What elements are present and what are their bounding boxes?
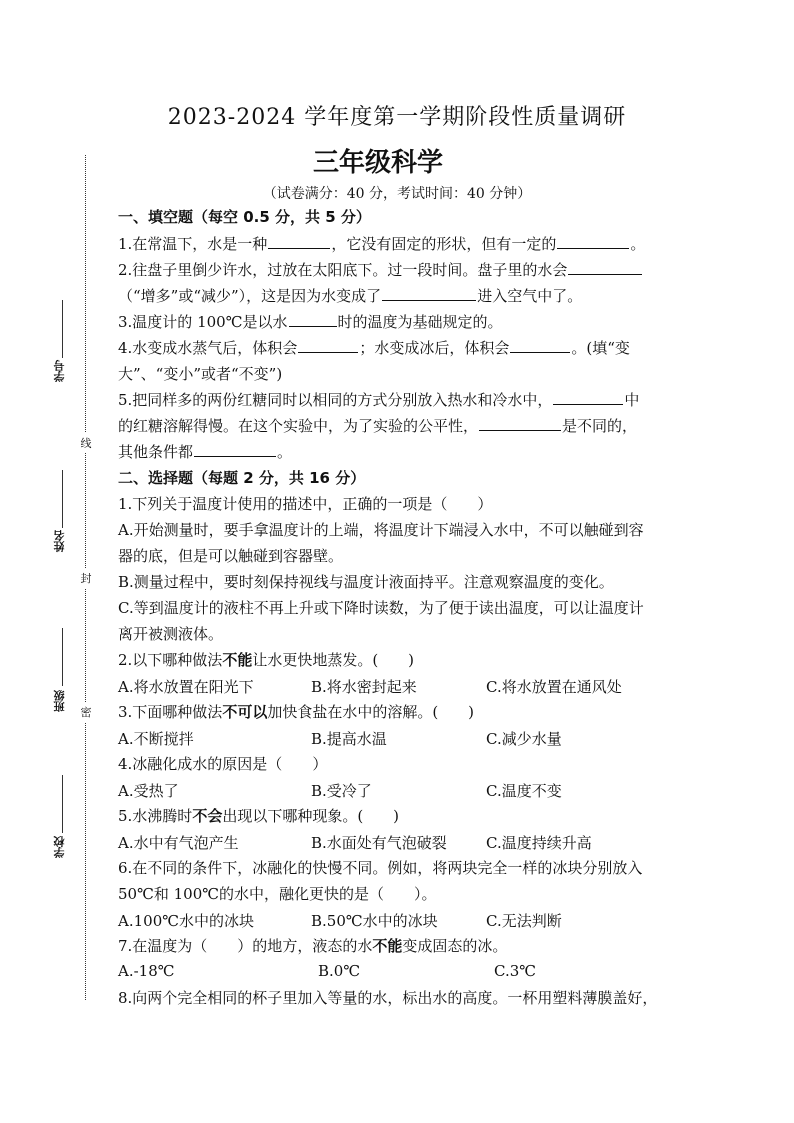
seal-char-feng: 封 bbox=[80, 568, 92, 588]
answer-blank[interactable] bbox=[194, 442, 276, 457]
option-2-1-c-cont: 离开被测液体。 bbox=[118, 625, 224, 643]
option-2-4-a: A.受热了 bbox=[118, 782, 179, 800]
question-2-3: 3.下面哪种做法不可以加快食盐在水中的溶解。( ) bbox=[118, 703, 475, 721]
exam-subtitle: 三年级科学 bbox=[313, 148, 444, 178]
section1-heading: 一、填空题（每空 0.5 分，共 5 分） bbox=[118, 208, 371, 226]
school-line bbox=[62, 775, 63, 833]
question-1-2: 2.往盘子里倒少许水，过放在太阳底下。过一段时间。盘子里的水会 bbox=[118, 260, 643, 280]
option-2-4-b: B.受冷了 bbox=[311, 782, 372, 800]
option-2-7-c: C.3℃ bbox=[494, 962, 537, 980]
question-1-2-cont: （“增多”或“减少”），这是因为水变成了 进入空气中了。 bbox=[118, 287, 583, 305]
question-2-5: 5.水沸腾时不会出现以下哪种现象。( ) bbox=[118, 807, 400, 825]
answer-blank[interactable] bbox=[289, 312, 337, 327]
option-2-7-a: A.-18℃ bbox=[118, 962, 175, 980]
question-2-7: 7.在温度为（ ）的地方，液态的水不能变成固态的冰。 bbox=[118, 937, 508, 955]
option-2-6-c: C.无法判断 bbox=[486, 912, 562, 930]
option-2-6-a: A.100℃水中的冰块 bbox=[118, 912, 255, 930]
seal-char-mi: 密 bbox=[80, 702, 92, 722]
option-2-2-a: A.将水放置在阳光下 bbox=[118, 678, 254, 696]
name-line bbox=[62, 470, 63, 528]
seal-char-xian: 线 bbox=[80, 433, 92, 453]
option-2-5-a: A.水中有气泡产生 bbox=[118, 834, 239, 852]
question-1-1: 1.在常温下，水是一种 ，它没有固定的形状，但有一定的 。 bbox=[118, 235, 646, 253]
option-2-2-b: B.将水密封起来 bbox=[311, 678, 417, 696]
option-2-5-b: B.水面处有气泡破裂 bbox=[311, 834, 447, 852]
name-label: 姓名 bbox=[53, 530, 66, 552]
question-1-5-cont: 的红糖溶解得慢。在这个实验中，为了实验的公平性， 是不同的， bbox=[118, 417, 638, 435]
option-2-3-c: C.减少水量 bbox=[486, 730, 562, 748]
question-1-4-cont: 大”、“变小”或者“不变”) bbox=[118, 365, 283, 383]
answer-blank[interactable] bbox=[553, 390, 623, 405]
student-id-label: 学号 bbox=[53, 360, 66, 382]
option-2-4-c: C.温度不变 bbox=[486, 782, 562, 800]
question-1-3: 3.温度计的 100℃是以水 时的温度为基础规定的。 bbox=[118, 313, 503, 331]
question-2-6: 6.在不同的条件下，冰融化的快慢不同。例如，将两块完全一样的冰块分别放入 bbox=[118, 859, 643, 877]
class-label: 班级 bbox=[53, 690, 66, 712]
answer-blank[interactable] bbox=[382, 286, 476, 301]
student-id-line bbox=[62, 300, 63, 358]
question-1-4: 4.水变成水蒸气后，体积会 ；水变成冰后，体积会 。(填“变 bbox=[118, 339, 630, 357]
answer-blank[interactable] bbox=[568, 260, 642, 275]
question-2-4: 4.冰融化成水的原因是（ ） bbox=[118, 755, 328, 773]
option-2-1-c: C.等到温度计的液柱不再上升或下降时读数，为了便于读出温度，可以让温度计 bbox=[118, 599, 644, 617]
question-2-1: 1.下列关于温度计使用的描述中，正确的一项是（ ） bbox=[118, 495, 493, 513]
answer-blank[interactable] bbox=[557, 234, 629, 249]
option-2-5-c: C.温度持续升高 bbox=[486, 834, 592, 852]
answer-blank[interactable] bbox=[510, 338, 570, 353]
school-label: 学校 bbox=[53, 836, 66, 858]
option-2-1-a: A.开始测量时，要手拿温度计的上端，将温度计下端浸入水中，不可以触碰到容 bbox=[118, 521, 644, 539]
option-2-3-b: B.提高水温 bbox=[311, 730, 387, 748]
option-2-1-a-cont: 器的底，但是可以触碰到容器壁。 bbox=[118, 547, 344, 565]
exam-meta: （试卷满分：40 分，考试时间：40 分钟） bbox=[262, 186, 532, 202]
option-2-3-a: A.不断搅拌 bbox=[118, 730, 194, 748]
option-2-6-b: B.50℃水中的冰块 bbox=[311, 912, 438, 930]
answer-blank[interactable] bbox=[479, 416, 561, 431]
class-line bbox=[62, 628, 63, 686]
answer-blank[interactable] bbox=[298, 338, 358, 353]
question-2-2: 2.以下哪种做法不能让水更快地蒸发。( ) bbox=[118, 651, 415, 669]
option-2-2-c: C.将水放置在通风处 bbox=[486, 678, 622, 696]
option-2-7-b: B.0℃ bbox=[318, 962, 361, 980]
option-2-1-b: B.测量过程中，要时刻保持视线与温度计液面持平。注意观察温度的变化。 bbox=[118, 573, 614, 591]
question-2-6-cont: 50℃和 100℃的水中，融化更快的是（ ）。 bbox=[118, 885, 437, 903]
question-2-8: 8.向两个完全相同的杯子里加入等量的水，标出水的高度。一杯用塑料薄膜盖好， bbox=[118, 989, 658, 1007]
exam-title: 2023-2024 学年度第一学期阶段性质量调研 bbox=[167, 105, 627, 130]
question-1-5: 5.把同样多的两份红糖同时以相同的方式分别放入热水和冷水中， 中 bbox=[118, 391, 640, 409]
section2-heading: 二、选择题（每题 2 分，共 16 分） bbox=[118, 469, 366, 487]
question-1-5-cont2: 其他条件都 。 bbox=[118, 443, 293, 461]
answer-blank[interactable] bbox=[268, 234, 330, 249]
